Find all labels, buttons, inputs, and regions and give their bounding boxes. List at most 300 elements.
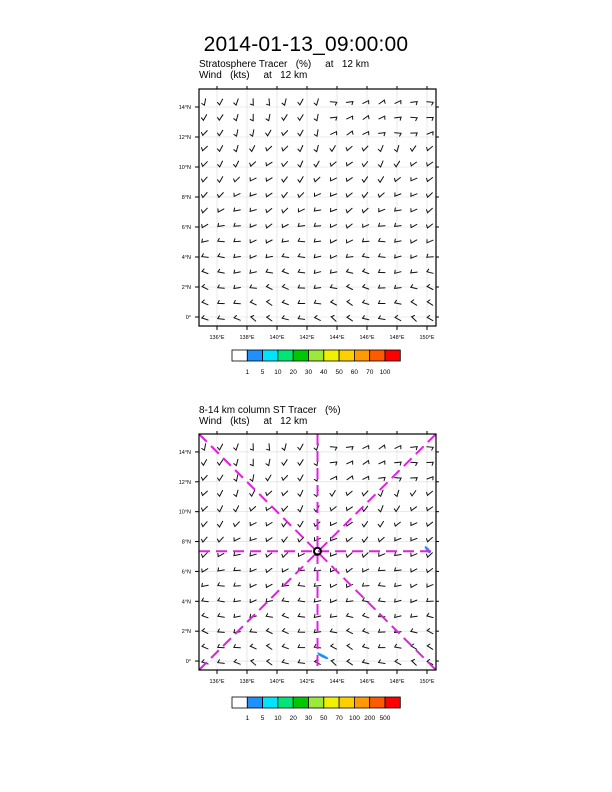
colorbar-label: 5 — [260, 715, 265, 722]
wind-barb — [427, 522, 433, 526]
colorbar-label: 60 — [350, 369, 359, 376]
wind-barb — [314, 223, 320, 226]
wind-barb — [218, 614, 224, 618]
wind-barb — [378, 193, 384, 197]
wind-barb — [395, 552, 401, 555]
wind-barb — [298, 254, 304, 258]
wind-barb — [314, 239, 320, 242]
wind-barb — [346, 208, 352, 212]
wind-barb — [234, 300, 241, 303]
wind-barb — [218, 553, 224, 556]
wind-barb — [411, 538, 417, 541]
wind-barb — [298, 598, 304, 602]
wind-barb — [298, 99, 303, 105]
lat-label: 10°N — [178, 509, 191, 516]
wind-barb — [202, 613, 208, 618]
wind-barb — [234, 490, 238, 496]
wind-barb — [378, 537, 384, 541]
wind-barb — [282, 115, 287, 121]
wind-barb — [266, 146, 272, 150]
colorbar-label: 30 — [304, 715, 313, 722]
wind-barb — [411, 478, 418, 481]
lon-label: 148°E — [389, 335, 405, 341]
wind-barb — [379, 568, 386, 571]
lat-label: 2°N — [181, 285, 191, 291]
wind-barb — [314, 270, 320, 273]
wind-barb — [379, 270, 386, 273]
wind-barb — [427, 553, 433, 557]
wind-barb — [218, 583, 225, 586]
wind-barb — [330, 117, 337, 120]
wind-barb — [266, 269, 272, 273]
wind-barb — [411, 209, 417, 212]
wind-barb — [331, 132, 337, 135]
lat-label: 12°N — [178, 479, 191, 486]
wind-barb — [282, 269, 288, 274]
wind-barb — [395, 583, 401, 586]
lat-label: 0° — [185, 315, 191, 321]
wind-barb — [282, 162, 288, 167]
wind-barb — [427, 584, 433, 587]
wind-barb — [282, 146, 288, 151]
wind-barb — [379, 583, 386, 587]
wind-barb — [298, 316, 304, 320]
wind-barb — [331, 300, 337, 305]
wind-barb — [427, 224, 433, 228]
wind-barb — [218, 475, 223, 481]
lat-label: 4°N — [181, 255, 191, 261]
wind-barb — [298, 209, 304, 212]
wind-barb — [427, 507, 433, 511]
wind-barb — [234, 270, 240, 273]
colorbar-swatch — [247, 697, 262, 708]
wind-barb — [346, 178, 352, 182]
wind-barb — [347, 659, 353, 664]
wind-barb — [282, 177, 288, 182]
wind-barb — [234, 254, 241, 257]
wind-barbs — [202, 99, 434, 321]
wind-barb — [427, 269, 433, 273]
wind-barb — [411, 178, 417, 181]
wind-barb — [298, 460, 303, 466]
wind-barb — [411, 599, 417, 602]
wind-barb — [411, 507, 417, 511]
colorbar-swatch — [278, 697, 293, 708]
wind-barb — [395, 446, 401, 449]
wind-barb — [234, 522, 240, 527]
wind-barb — [282, 553, 288, 558]
wind-barb — [250, 522, 256, 525]
wind-barb — [330, 270, 336, 273]
colorbar-swatch — [385, 697, 400, 708]
wind-barb — [395, 490, 399, 496]
wind-barb — [330, 285, 336, 289]
lon-label: 144°E — [329, 335, 345, 341]
lat-label: 6°N — [181, 569, 191, 576]
wind-barb — [218, 490, 223, 496]
wind-barb — [234, 208, 240, 211]
wind-barb — [202, 269, 208, 274]
wind-barb — [218, 161, 223, 167]
wind-barb — [234, 553, 240, 556]
colorbar-label: 1 — [245, 369, 250, 376]
wind-barb — [250, 99, 253, 105]
wind-barb — [282, 506, 288, 511]
wind-barb — [330, 584, 336, 587]
wind-barb — [282, 644, 288, 649]
wind-barb — [234, 583, 241, 586]
page-title: 2014-01-13_09:00:00 — [203, 33, 409, 56]
wind-barb — [282, 476, 288, 481]
colorbar-label: 100 — [348, 715, 360, 722]
wind-barb — [202, 300, 208, 305]
wind-barb — [346, 102, 353, 105]
wind-barb — [427, 447, 433, 450]
lon-label: 136°E — [209, 335, 225, 341]
wind-barb — [427, 178, 433, 182]
wind-barb — [250, 459, 253, 466]
panel1-title-tracer: Stratosphere Tracer (%) at 12 km — [199, 59, 370, 70]
wind-barb — [330, 507, 336, 511]
wind-barb — [379, 660, 385, 664]
wind-barb — [218, 460, 223, 465]
wind-barb — [282, 660, 288, 664]
colorbar-swatch — [370, 697, 385, 708]
map-panel-1 — [179, 86, 439, 376]
wind-barb — [395, 659, 401, 664]
wind-barb — [298, 506, 303, 512]
wind-barb — [411, 162, 417, 166]
colorbar-label: 50 — [320, 715, 328, 722]
wind-barb — [314, 130, 318, 136]
lon-label: 142°E — [299, 679, 315, 685]
wind-barb — [250, 507, 256, 511]
wind-barb — [395, 193, 401, 196]
wind-barb — [234, 444, 239, 450]
wind-barb — [411, 270, 418, 273]
colorbar-label: 20 — [289, 715, 297, 722]
wind-barb — [266, 491, 272, 495]
wind-barb — [411, 193, 417, 196]
wind-barb — [346, 538, 352, 542]
lat-label: 14°N — [178, 105, 191, 111]
wind-barb — [202, 444, 206, 450]
wind-barb — [427, 569, 433, 573]
wind-barb — [266, 178, 272, 181]
wind-barb — [347, 131, 353, 135]
wind-barb — [218, 568, 224, 571]
wind-barb — [346, 599, 353, 602]
lon-label: 150°E — [419, 679, 435, 685]
wind-barb — [379, 100, 385, 104]
wind-barb — [379, 254, 385, 258]
panel2-title-tracer: 8-14 km column ST Tracer (%) — [199, 405, 341, 416]
wind-barb — [330, 491, 335, 497]
wind-barb — [218, 269, 224, 273]
wind-barb — [363, 613, 369, 618]
wind-barb — [218, 223, 224, 226]
wind-barb — [218, 193, 224, 198]
wind-barb — [282, 460, 287, 466]
wind-barb — [395, 599, 401, 602]
wind-barb — [346, 254, 353, 257]
wind-barb — [379, 629, 386, 632]
wind-barb — [298, 193, 304, 198]
wind-barb — [330, 462, 337, 465]
wind-barb — [427, 102, 433, 105]
wind-barb — [379, 209, 385, 212]
wind-barb — [395, 538, 401, 541]
wind-barb — [427, 613, 433, 617]
wind-barb — [202, 99, 206, 105]
wind-barb — [395, 522, 401, 526]
wind-barb — [282, 491, 288, 496]
colorbar-label: 70 — [335, 715, 343, 722]
colorbar-swatch — [309, 697, 324, 708]
wind-barb — [395, 568, 402, 571]
map-panel-2 — [179, 431, 439, 722]
tracer-patch — [318, 652, 329, 659]
wind-barb — [234, 506, 239, 512]
wind-barb — [267, 315, 272, 321]
wind-barb — [218, 316, 225, 320]
wind-barb — [330, 146, 335, 152]
wind-barb — [298, 115, 303, 121]
wind-barb — [202, 522, 208, 527]
wind-barb — [218, 506, 223, 512]
wind-barb — [427, 240, 433, 243]
wind-barb — [346, 568, 352, 572]
wind-barb — [266, 224, 272, 228]
wind-barb — [330, 447, 337, 450]
wind-barb — [298, 269, 305, 273]
lon-label: 138°E — [239, 335, 255, 341]
wind-barb — [363, 269, 369, 274]
wind-barb — [379, 553, 385, 556]
wind-barb — [395, 255, 401, 258]
wind-barb — [266, 523, 272, 526]
wind-barb — [379, 223, 386, 226]
wind-barb — [298, 130, 303, 136]
wind-barb — [346, 553, 352, 557]
wind-barb — [331, 553, 337, 556]
wind-barb — [427, 162, 433, 166]
lat-label: 4°N — [181, 599, 191, 606]
wind-barb — [266, 209, 272, 213]
colorbar-label: 200 — [364, 715, 376, 722]
wind-barb — [250, 475, 254, 481]
colorbar-label: 10 — [274, 715, 282, 722]
wind-barb — [298, 223, 305, 226]
wind-barb — [427, 491, 433, 495]
wind-barb — [395, 145, 399, 151]
wind-barb — [427, 300, 432, 305]
wind-barb — [427, 193, 433, 197]
colorbar-label: 40 — [320, 369, 328, 376]
wind-barb — [267, 99, 270, 105]
wind-barb — [267, 300, 272, 306]
wind-barb — [395, 300, 401, 304]
wind-barb — [411, 133, 418, 136]
wind-barb — [315, 193, 321, 196]
wind-barb — [250, 130, 254, 136]
wind-barb — [363, 476, 369, 479]
wind-barb — [234, 475, 238, 481]
wind-barb — [395, 614, 401, 617]
wind-barb — [234, 161, 239, 167]
wind-barb — [314, 161, 319, 167]
lon-label: 150°E — [419, 335, 435, 341]
wind-barb — [346, 447, 353, 450]
wind-barb — [250, 146, 255, 152]
wind-barb — [298, 645, 305, 648]
wind-barb — [379, 461, 385, 464]
wind-barb — [266, 538, 272, 542]
wind-barb — [250, 537, 256, 540]
wind-barb — [250, 644, 256, 649]
wind-barb — [282, 316, 288, 320]
wind-barb — [395, 270, 401, 273]
wind-barb — [410, 146, 415, 151]
wind-barb — [218, 254, 224, 258]
wind-barb — [379, 598, 385, 602]
wind-barb — [347, 644, 352, 649]
wind-barb — [298, 177, 303, 183]
wind-barb — [218, 115, 223, 120]
wind-barb — [250, 285, 257, 288]
wind-barb — [266, 614, 272, 618]
wind-barb — [250, 240, 256, 243]
wind-barb — [266, 507, 272, 510]
wind-barb — [266, 162, 272, 165]
wind-barb — [379, 301, 386, 304]
wind-barb — [363, 239, 370, 242]
wind-barb — [427, 208, 433, 212]
wind-barb — [378, 177, 383, 183]
wind-barb — [202, 162, 208, 167]
wind-barb — [411, 462, 418, 465]
wind-barb — [346, 193, 352, 197]
wind-barb — [427, 477, 433, 480]
lat-label: 8°N — [181, 195, 191, 201]
wind-barb — [234, 130, 238, 136]
colorbar-label: 1 — [245, 715, 250, 722]
wind-barb — [234, 568, 241, 571]
wind-barb — [378, 161, 383, 167]
wind-barb — [363, 254, 369, 258]
wind-barb — [202, 491, 208, 495]
wind-barb — [234, 99, 239, 105]
wind-barb — [218, 285, 225, 288]
wind-barb — [331, 208, 337, 211]
wind-barb — [427, 254, 433, 257]
wind-barb — [427, 644, 432, 649]
wind-barb — [298, 475, 303, 481]
wind-barb — [298, 614, 305, 618]
wind-barb — [314, 177, 320, 181]
wind-barb — [218, 521, 223, 527]
wind-barb — [411, 629, 417, 633]
colorbar-label: 100 — [379, 369, 391, 376]
lon-label: 142°E — [299, 335, 315, 341]
wind-barb — [410, 491, 415, 496]
wind-barb — [347, 476, 353, 480]
wind-barb — [250, 193, 256, 196]
colorbar-swatch — [354, 697, 369, 708]
wind-barb — [330, 629, 336, 633]
wind-barb — [282, 254, 288, 258]
wind-barb — [378, 506, 383, 512]
wind-barb — [282, 208, 288, 213]
wind-barb — [202, 460, 207, 466]
map-frame — [199, 89, 436, 326]
lat-label: 2°N — [181, 629, 191, 636]
wind-barb — [411, 447, 418, 450]
wind-barb — [282, 613, 288, 618]
wind-barb — [330, 240, 336, 243]
colorbar-swatch — [385, 350, 400, 361]
wind-barb — [347, 461, 353, 464]
wind-barb — [250, 114, 253, 120]
wind-barb — [298, 629, 305, 632]
wind-barb — [266, 584, 272, 587]
wind-barb — [251, 316, 256, 322]
wind-barb — [347, 300, 352, 305]
wind-barb — [250, 553, 256, 556]
wind-barb — [218, 301, 225, 304]
wind-barb — [331, 178, 337, 181]
colorbar-swatch — [232, 697, 247, 708]
tracer-patch — [425, 546, 431, 553]
colorbar-swatch — [263, 697, 278, 708]
wind-barb — [282, 99, 286, 105]
wind-barb — [331, 476, 337, 479]
wind-barb — [266, 240, 272, 243]
wind-barb — [363, 660, 369, 664]
wind-barb — [234, 193, 240, 196]
wind-barb — [379, 316, 385, 320]
wind-barb — [298, 660, 304, 664]
wind-barb — [395, 223, 402, 226]
wind-barb — [363, 446, 369, 449]
wind-barb — [282, 239, 289, 242]
colorbar-swatch — [232, 350, 247, 361]
wind-barb — [234, 223, 241, 226]
colorbar-label: 10 — [274, 369, 282, 376]
wind-barb — [395, 133, 402, 136]
wind-barb — [266, 568, 272, 572]
lon-label: 140°E — [269, 335, 285, 341]
wind-barb — [395, 478, 402, 481]
wind-barb — [363, 101, 369, 104]
colorbar-swatch — [278, 350, 293, 361]
wind-barb — [298, 553, 304, 556]
wind-barb — [218, 209, 224, 212]
wind-barb — [379, 238, 386, 241]
wind-barb — [347, 240, 353, 243]
colorbar-label: 5 — [260, 369, 265, 376]
wind-barb — [379, 478, 385, 481]
wind-barb — [427, 146, 433, 150]
colorbar-swatch — [339, 350, 354, 361]
wind-barb — [250, 178, 256, 181]
wind-barb — [315, 316, 321, 321]
colorbar-label: 500 — [379, 715, 391, 722]
wind-barb — [411, 614, 418, 617]
wind-barb — [218, 177, 223, 183]
wind-barb — [298, 490, 303, 496]
wind-barb — [379, 133, 385, 136]
